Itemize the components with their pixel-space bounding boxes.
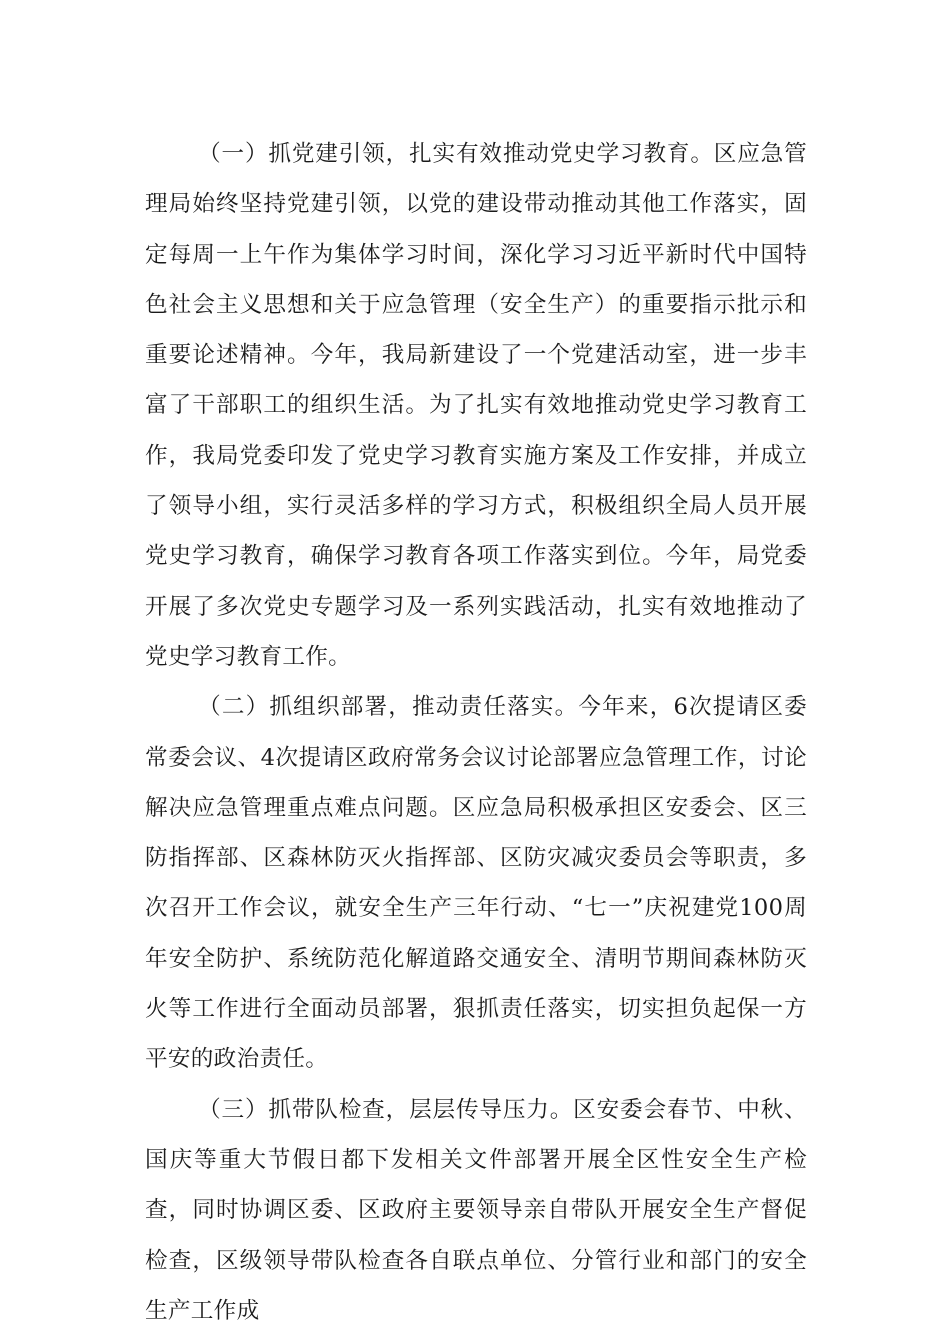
document-body	[145, 129, 807, 1336]
paragraph-organization-deployment: （二）抓组织部署，推动责任落实。今年来，6次提请区委常委会议、4次提请区政府常务会议讨论部署应急管理工作，讨论解决应急管理重点难点问题。区应急局积极承担区安委会、区三防指挥部、区森林防灭火指挥部、区防灾减灾委员会等职责，多次召开工作会议，就安全生产三年行动、“七一”庆祝建党100周年安全防护、系统防范化解道路交通安全、清明节期间森林防灭火等工作进行全面动员部署，狠抓责任落实，切实担负起保一方平安的政治责任。	[145, 694, 807, 1073]
paragraph-party-building: （一）抓党建引领，扎实有效推动党史学习教育。区应急管理局始终坚持党建引领，以党的建设带动推动其他工作落实，固定每周一上午作为集体学习时间，深化学习习近平新时代中国特色社会主义思想和关于应急管理（安全生产）的重要指示批示和重要论述精神。今年，我局新建设了一个党建活动室，进一步丰富了干部职工的组织生活。为了扎实有效地推动党史学习教育工作，我局党委印发了党史学习教育实施方案及工作安排，并成立了领导小组，实行灵活多样的学习方式，积极组织全局人员开展党史学习教育，确保学习教育各项工作落实到位。今年，局党委开展了多次党史专题学习及一系列实践活动，扎实有效地推动了党史学习教育工作。	[145, 141, 807, 670]
paragraph-inspection: （三）抓带队检查，层层传导压力。区安委会春节、中秋、国庆等重大节假日都下发相关文件部署开展全区性安全生产检查，同时协调区委、区政府主要领导亲自带队开展安全生产督促检查，区级领导带队检查各自联点单位、分管行业和部门的安全生产工作成	[145, 1096, 807, 1324]
